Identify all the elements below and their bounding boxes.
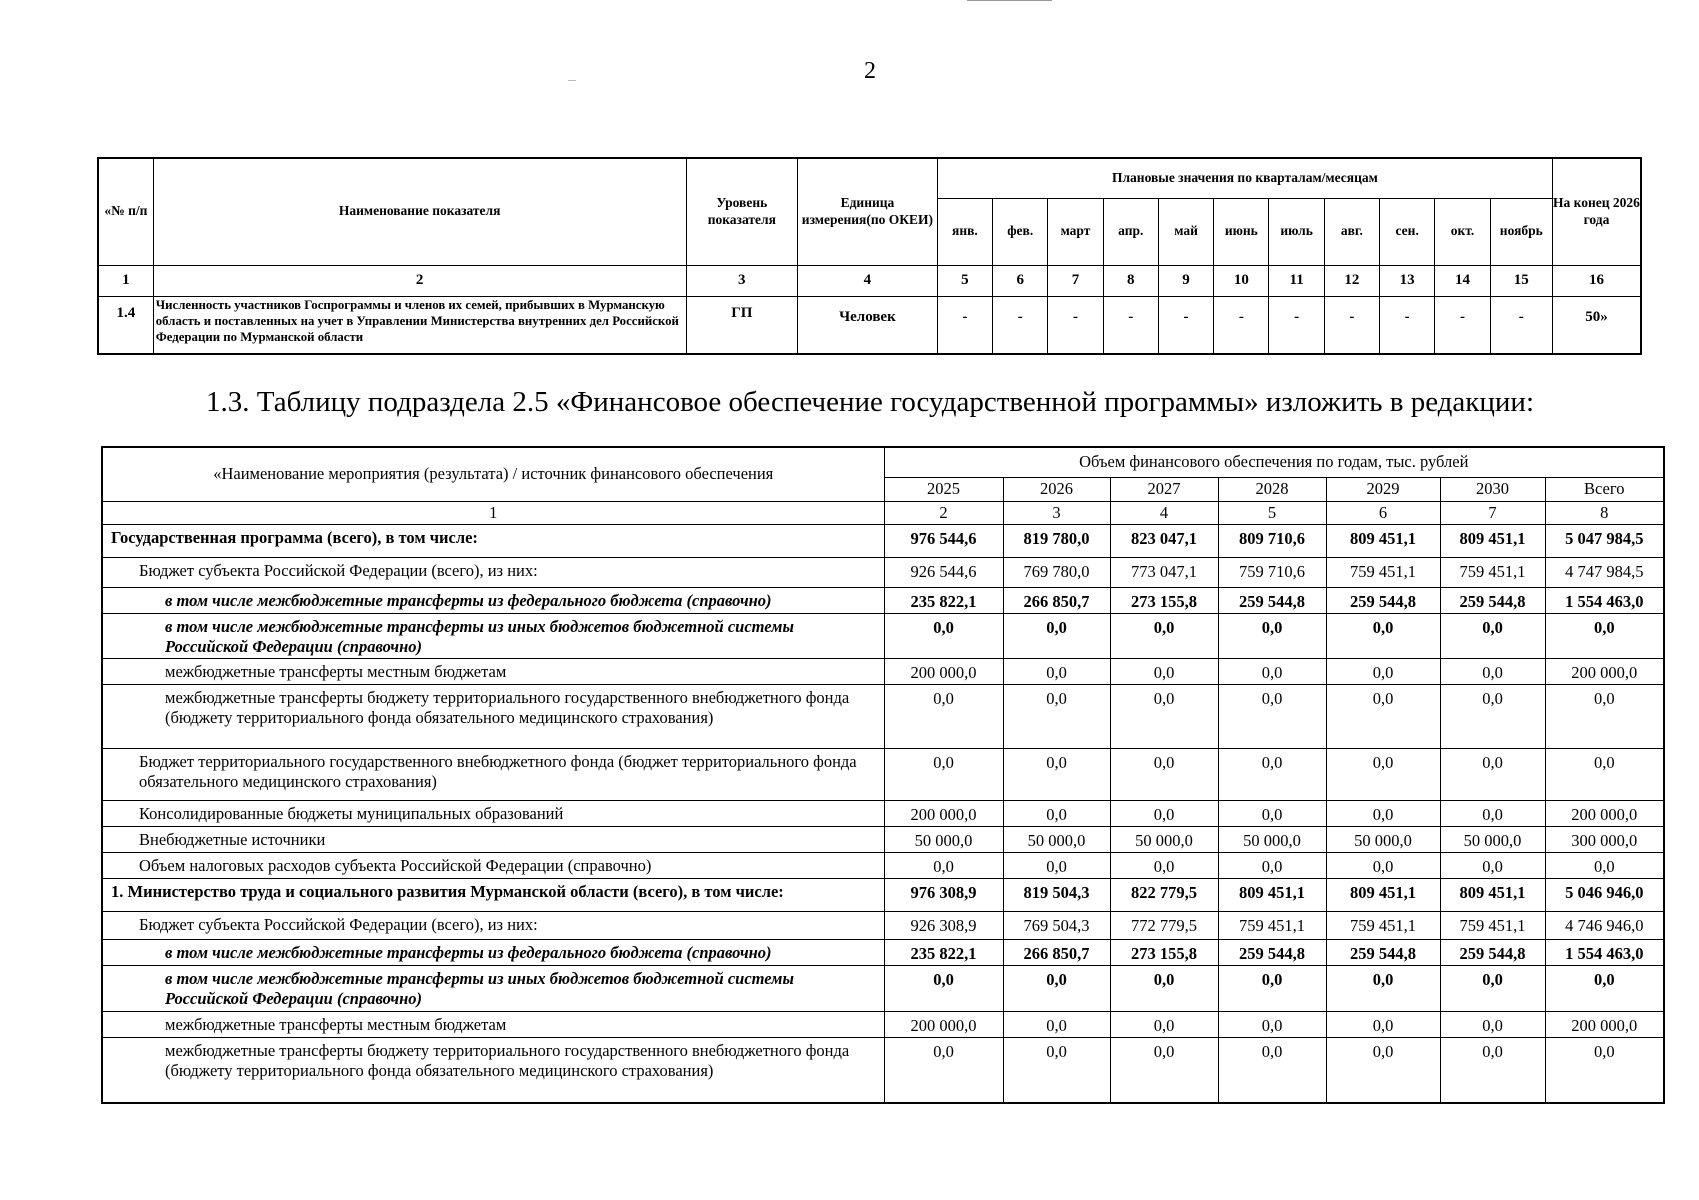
row-value: 50 000,0 xyxy=(1326,826,1440,852)
row-value: 235 822,1 xyxy=(884,939,1003,965)
header-end-of-2026: На конец 2026 года xyxy=(1552,158,1641,265)
table-row xyxy=(102,613,1664,658)
column-number: 5 xyxy=(937,265,992,296)
row-value: 4 746 946,0 xyxy=(1545,911,1664,939)
row-value: 926 308,9 xyxy=(884,911,1003,939)
column-number: 5 xyxy=(1218,501,1326,524)
row-value: 0,0 xyxy=(1440,658,1545,684)
row-value: 0,0 xyxy=(1110,684,1218,748)
row-month-value: - xyxy=(1048,296,1103,354)
row-value: 822 779,5 xyxy=(1110,878,1218,911)
table-row xyxy=(102,965,1664,1011)
header-year: 2026 xyxy=(1003,477,1110,501)
row-label: Государственная программа (всего), в том числе: xyxy=(102,524,884,557)
header-year: 2027 xyxy=(1110,477,1218,501)
header-measure-name: «Наименование мероприятия (результата) / источник финансового обеспечения xyxy=(102,447,884,501)
row-value: 819 780,0 xyxy=(1003,524,1110,557)
row-value: 0,0 xyxy=(884,748,1003,800)
row-label: в том числе межбюджетные трансферты из иных бюджетов бюджетной системы Российской Федерации (справочно) xyxy=(102,613,884,658)
row-value: 0,0 xyxy=(1218,658,1326,684)
row-value: 0,0 xyxy=(1003,965,1110,1011)
row-value: 809 451,1 xyxy=(1440,524,1545,557)
row-value: 759 451,1 xyxy=(1218,911,1326,939)
row-month-value: - xyxy=(1269,296,1324,354)
row-value: 0,0 xyxy=(1440,684,1545,748)
column-number: 14 xyxy=(1435,265,1490,296)
row-value: 759 451,1 xyxy=(1440,557,1545,587)
row-value: 0,0 xyxy=(1326,658,1440,684)
row-indicator-name: Численность участников Госпрограммы и членов их семей, прибывших в Мурманскую область и поставленных на учет в Управлении Министерства внутренних дел Российской Федерации по Мурманской области xyxy=(153,296,686,354)
row-value: 273 155,8 xyxy=(1110,939,1218,965)
column-number: 8 xyxy=(1545,501,1664,524)
row-value: 809 451,1 xyxy=(1218,878,1326,911)
row-value: 0,0 xyxy=(1545,748,1664,800)
row-value: 259 544,8 xyxy=(1218,587,1326,613)
indicator-table xyxy=(97,157,1642,355)
header-year: 2030 xyxy=(1440,477,1545,501)
header-planned-values: Плановые значения по кварталам/месяцам xyxy=(937,158,1552,198)
column-number: 8 xyxy=(1103,265,1158,296)
table-row xyxy=(102,587,1664,613)
row-value: 0,0 xyxy=(1218,1037,1326,1103)
row-value: 0,0 xyxy=(884,965,1003,1011)
row-value: 0,0 xyxy=(1003,800,1110,826)
header-num: «№ п/п xyxy=(98,158,153,265)
row-value: 0,0 xyxy=(1218,684,1326,748)
row-value: 0,0 xyxy=(1218,852,1326,878)
header-year: 2029 xyxy=(1326,477,1440,501)
header-year: 2028 xyxy=(1218,477,1326,501)
row-value: 0,0 xyxy=(1110,1011,1218,1037)
row-value: 0,0 xyxy=(1326,965,1440,1011)
row-value: 0,0 xyxy=(1326,1011,1440,1037)
column-number: 4 xyxy=(798,265,938,296)
table-row xyxy=(102,524,1664,557)
row-value: 0,0 xyxy=(1326,852,1440,878)
row-value: 0,0 xyxy=(1110,613,1218,658)
row-value: 0,0 xyxy=(1440,852,1545,878)
row-value: 200 000,0 xyxy=(884,800,1003,826)
row-value: 0,0 xyxy=(1003,684,1110,748)
column-number: 6 xyxy=(1326,501,1440,524)
row-value: 259 544,8 xyxy=(1326,587,1440,613)
row-value: 0,0 xyxy=(1110,852,1218,878)
row-label: Бюджет субъекта Российской Федерации (всего), из них: xyxy=(102,911,884,939)
header-month: авг. xyxy=(1324,198,1379,265)
row-label: Бюджет территориального государственного внебюджетного фонда (бюджет территориального фонда обязательного медицинского страхования) xyxy=(102,748,884,800)
row-num: 1.4 xyxy=(98,296,153,354)
row-value: 300 000,0 xyxy=(1545,826,1664,852)
row-value: 0,0 xyxy=(1440,1011,1545,1037)
row-value: 50 000,0 xyxy=(884,826,1003,852)
row-end-value: 50» xyxy=(1552,296,1641,354)
row-value: 769 780,0 xyxy=(1003,557,1110,587)
row-label: межбюджетные трансферты местным бюджетам xyxy=(102,658,884,684)
header-month: ноябрь xyxy=(1490,198,1552,265)
row-month-value: - xyxy=(1103,296,1158,354)
row-value: 0,0 xyxy=(1003,1011,1110,1037)
row-value: 809 451,1 xyxy=(1326,524,1440,557)
row-value: 0,0 xyxy=(1440,613,1545,658)
row-month-value: - xyxy=(1158,296,1213,354)
row-level: ГП xyxy=(686,296,798,354)
row-value: 0,0 xyxy=(884,1037,1003,1103)
table-row xyxy=(102,1037,1664,1103)
page-number: 2 xyxy=(864,58,876,84)
column-number: 15 xyxy=(1490,265,1552,296)
row-value: 1 554 463,0 xyxy=(1545,939,1664,965)
row-value: 0,0 xyxy=(1545,613,1664,658)
header-month: май xyxy=(1158,198,1213,265)
row-value: 0,0 xyxy=(1326,748,1440,800)
header-month: июнь xyxy=(1214,198,1269,265)
section-heading: 1.3. Таблицу подраздела 2.5 «Финансовое обеспечение государственной программы» изложить в редакции: xyxy=(205,386,1535,418)
row-value: 0,0 xyxy=(1218,748,1326,800)
row-value: 1 554 463,0 xyxy=(1545,587,1664,613)
row-value: 200 000,0 xyxy=(1545,800,1664,826)
column-number: 1 xyxy=(102,501,884,524)
row-value: 0,0 xyxy=(1440,748,1545,800)
header-level: Уровень показателя xyxy=(686,158,798,265)
row-label: межбюджетные трансферты бюджету территориального государственного внебюджетного фонда (бюджету территориального фонда обязательного медицинского страхования) xyxy=(102,684,884,748)
table-row xyxy=(102,658,1664,684)
header-month: апр. xyxy=(1103,198,1158,265)
row-value: 759 451,1 xyxy=(1440,911,1545,939)
row-month-value: - xyxy=(1214,296,1269,354)
row-value: 50 000,0 xyxy=(1110,826,1218,852)
row-value: 0,0 xyxy=(1003,613,1110,658)
row-value: 0,0 xyxy=(1440,965,1545,1011)
row-value: 50 000,0 xyxy=(1440,826,1545,852)
row-value: 759 451,1 xyxy=(1326,557,1440,587)
table-row xyxy=(102,852,1664,878)
row-value: 0,0 xyxy=(1218,1011,1326,1037)
row-label: Внебюджетные источники xyxy=(102,826,884,852)
row-value: 0,0 xyxy=(1110,1037,1218,1103)
row-value: 0,0 xyxy=(1545,965,1664,1011)
table-row xyxy=(102,939,1664,965)
header-financing-volume: Объем финансового обеспечения по годам, тыс. рублей xyxy=(884,447,1664,477)
row-month-value: - xyxy=(1324,296,1379,354)
row-value: 0,0 xyxy=(1218,613,1326,658)
column-number: 9 xyxy=(1158,265,1213,296)
header-year: 2025 xyxy=(884,477,1003,501)
column-number: 4 xyxy=(1110,501,1218,524)
row-value: 50 000,0 xyxy=(1218,826,1326,852)
header-unit: Единица измерения(по ОКЕИ) xyxy=(798,158,938,265)
row-label: межбюджетные трансферты бюджету территориального государственного внебюджетного фонда (бюджету территориального фонда обязательного медицинского страхования) xyxy=(102,1037,884,1103)
row-unit: Человек xyxy=(798,296,938,354)
row-value: 0,0 xyxy=(1545,684,1664,748)
row-value: 0,0 xyxy=(1110,748,1218,800)
row-value: 0,0 xyxy=(1218,965,1326,1011)
row-value: 0,0 xyxy=(884,852,1003,878)
row-month-value: - xyxy=(937,296,992,354)
header-indicator-name: Наименование показателя xyxy=(153,158,686,265)
column-number: 7 xyxy=(1440,501,1545,524)
row-month-value: - xyxy=(993,296,1048,354)
row-month-value: - xyxy=(1435,296,1490,354)
table-row xyxy=(102,557,1664,587)
row-label: в том числе межбюджетные трансферты из федерального бюджета (справочно) xyxy=(102,939,884,965)
row-value: 0,0 xyxy=(1545,1037,1664,1103)
row-value: 769 504,3 xyxy=(1003,911,1110,939)
row-value: 5 047 984,5 xyxy=(1545,524,1664,557)
row-value: 200 000,0 xyxy=(1545,1011,1664,1037)
row-value: 819 504,3 xyxy=(1003,878,1110,911)
top-rule xyxy=(967,0,1052,1)
row-value: 0,0 xyxy=(1545,852,1664,878)
row-value: 4 747 984,5 xyxy=(1545,557,1664,587)
row-value: 0,0 xyxy=(1003,658,1110,684)
table-row xyxy=(102,878,1664,911)
row-value: 0,0 xyxy=(1440,1037,1545,1103)
row-value: 0,0 xyxy=(1110,800,1218,826)
header-month: янв. xyxy=(937,198,992,265)
row-value: 259 544,8 xyxy=(1326,939,1440,965)
row-value: 259 544,8 xyxy=(1218,939,1326,965)
row-value: 0,0 xyxy=(1110,965,1218,1011)
column-number: 13 xyxy=(1380,265,1435,296)
row-value: 809 710,6 xyxy=(1218,524,1326,557)
header-month: окт. xyxy=(1435,198,1490,265)
table-row xyxy=(102,1011,1664,1037)
row-value: 976 544,6 xyxy=(884,524,1003,557)
row-value: 0,0 xyxy=(1326,1037,1440,1103)
row-value: 200 000,0 xyxy=(884,1011,1003,1037)
row-label: Бюджет субъекта Российской Федерации (всего), из них: xyxy=(102,557,884,587)
row-value: 0,0 xyxy=(1440,800,1545,826)
row-value: 50 000,0 xyxy=(1003,826,1110,852)
column-number: 3 xyxy=(1003,501,1110,524)
row-month-value: - xyxy=(1490,296,1552,354)
column-number: 1 xyxy=(98,265,153,296)
row-value: 200 000,0 xyxy=(884,658,1003,684)
column-number: 11 xyxy=(1269,265,1324,296)
header-month: март xyxy=(1048,198,1103,265)
row-label: Консолидированные бюджеты муниципальных образований xyxy=(102,800,884,826)
header-month: фев. xyxy=(993,198,1048,265)
row-value: 5 046 946,0 xyxy=(1545,878,1664,911)
row-value: 823 047,1 xyxy=(1110,524,1218,557)
row-value: 759 451,1 xyxy=(1326,911,1440,939)
row-value: 772 779,5 xyxy=(1110,911,1218,939)
row-value: 266 850,7 xyxy=(1003,939,1110,965)
row-value: 235 822,1 xyxy=(884,587,1003,613)
row-value: 259 544,8 xyxy=(1440,587,1545,613)
column-number: 2 xyxy=(153,265,686,296)
row-value: 0,0 xyxy=(1003,748,1110,800)
column-number: 12 xyxy=(1324,265,1379,296)
row-value: 273 155,8 xyxy=(1110,587,1218,613)
row-value: 0,0 xyxy=(1326,613,1440,658)
column-number: 16 xyxy=(1552,265,1641,296)
row-value: 0,0 xyxy=(1218,800,1326,826)
financing-table xyxy=(101,446,1665,1104)
table-row xyxy=(102,800,1664,826)
row-value: 759 710,6 xyxy=(1218,557,1326,587)
header-month: сен. xyxy=(1380,198,1435,265)
row-label: в том числе межбюджетные трансферты из иных бюджетов бюджетной системы Российской Федерации (справочно) xyxy=(102,965,884,1011)
row-label: Объем налоговых расходов субъекта Российской Федерации (справочно) xyxy=(102,852,884,878)
row-label: 1. Министерство труда и социального развития Мурманской области (всего), в том числе: xyxy=(102,878,884,911)
row-value: 200 000,0 xyxy=(1545,658,1664,684)
row-value: 266 850,7 xyxy=(1003,587,1110,613)
column-number: 6 xyxy=(993,265,1048,296)
column-number: 7 xyxy=(1048,265,1103,296)
table-row xyxy=(102,826,1664,852)
header-month: июль xyxy=(1269,198,1324,265)
table-row xyxy=(102,748,1664,800)
row-value: 0,0 xyxy=(1326,684,1440,748)
table-row xyxy=(102,684,1664,748)
row-value: 0,0 xyxy=(884,684,1003,748)
column-number: 2 xyxy=(884,501,1003,524)
row-value: 773 047,1 xyxy=(1110,557,1218,587)
row-label: межбюджетные трансферты местным бюджетам xyxy=(102,1011,884,1037)
row-value: 926 544,6 xyxy=(884,557,1003,587)
row-value: 0,0 xyxy=(1003,1037,1110,1103)
row-value: 976 308,9 xyxy=(884,878,1003,911)
row-month-value: - xyxy=(1380,296,1435,354)
row-label: в том числе межбюджетные трансферты из федерального бюджета (справочно) xyxy=(102,587,884,613)
column-number: 3 xyxy=(686,265,798,296)
row-value: 0,0 xyxy=(1110,658,1218,684)
row-value: 0,0 xyxy=(884,613,1003,658)
row-value: 259 544,8 xyxy=(1440,939,1545,965)
row-value: 0,0 xyxy=(1326,800,1440,826)
header-year: Всего xyxy=(1545,477,1664,501)
column-number: 10 xyxy=(1214,265,1269,296)
row-value: 809 451,1 xyxy=(1440,878,1545,911)
row-value: 0,0 xyxy=(1003,852,1110,878)
table-row xyxy=(102,911,1664,939)
row-value: 809 451,1 xyxy=(1326,878,1440,911)
